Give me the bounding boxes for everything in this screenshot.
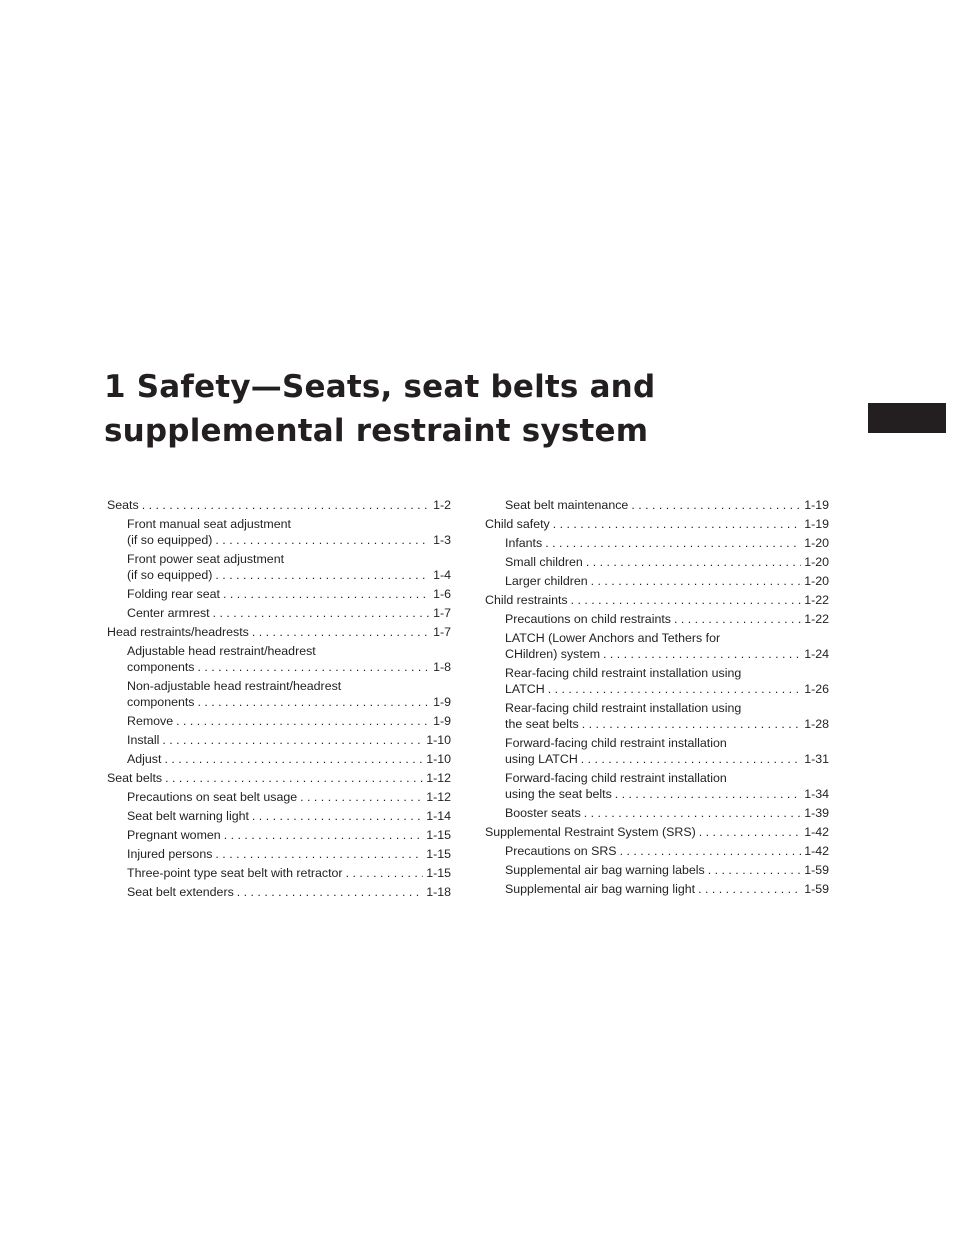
toc-entry[interactable] [107, 732, 451, 748]
toc-leader-dots [213, 605, 430, 621]
toc-entry-row [127, 567, 451, 583]
toc-page-number: 1-24 [804, 647, 829, 661]
toc-entry[interactable] [485, 554, 829, 570]
toc-leader-dots [620, 843, 802, 859]
toc-entry-title-line1: LATCH (Lower Anchors and Tethers for [505, 631, 721, 645]
toc-right-column [485, 497, 829, 900]
toc-entry-row [127, 659, 451, 675]
toc-leader-dots [674, 611, 801, 627]
toc-entry[interactable] [485, 665, 829, 697]
toc-entry-title: Infants [505, 536, 543, 550]
toc-page-number: 1-14 [426, 809, 451, 823]
toc-leader-dots [223, 586, 430, 602]
toc-leader-dots [553, 516, 801, 532]
toc-leader-dots [586, 554, 801, 570]
toc-entry[interactable] [107, 497, 451, 513]
toc-entry[interactable] [107, 586, 451, 602]
toc-entry-title: Install [127, 733, 160, 747]
toc-page-number: 1-26 [804, 682, 829, 696]
toc-entry-title: (if so equipped) [127, 568, 213, 582]
toc-leader-dots [237, 884, 423, 900]
toc-entry-title: (if so equipped) [127, 533, 213, 547]
toc-entry-title-line1: Rear-facing child restraint installation using [505, 701, 742, 715]
toc-page-number: 1-12 [426, 771, 451, 785]
toc-page-number: 1-20 [804, 555, 829, 569]
toc-entry[interactable] [107, 713, 451, 729]
toc-entry-title-line1: Rear-facing child restraint installation using [505, 666, 742, 680]
toc-entry-title-line1: Non-adjustable head restraint/headrest [127, 679, 342, 693]
chapter-thumb-tab [868, 403, 946, 433]
toc-leader-dots [215, 846, 423, 862]
toc-left-column [107, 497, 451, 903]
toc-entry-title: Remove [127, 714, 174, 728]
toc-page-number: 1-7 [433, 606, 451, 620]
toc-entry-title: Seats [107, 498, 139, 512]
toc-entry[interactable] [107, 770, 451, 786]
toc-page-number: 1-15 [426, 847, 451, 861]
toc-page-number: 1-20 [804, 536, 829, 550]
toc-entry[interactable] [107, 865, 451, 881]
toc-page-number: 1-20 [804, 574, 829, 588]
toc-entry-title: Precautions on SRS [505, 844, 617, 858]
toc-entry[interactable] [107, 827, 451, 843]
toc-page-number: 1-10 [426, 752, 451, 766]
toc-page-number: 1-15 [426, 828, 451, 842]
toc-entry-title-line1: Forward-facing child restraint installation [505, 736, 727, 750]
toc-leader-dots [346, 865, 424, 881]
toc-entry[interactable] [107, 643, 451, 675]
chapter-title-line1: 1 Safety—Seats, seat belts and [104, 369, 656, 405]
toc-entry-title: Seat belts [107, 771, 163, 785]
toc-entry[interactable] [485, 735, 829, 767]
toc-entry-title: Larger children [505, 574, 588, 588]
toc-entry-row [505, 786, 829, 802]
toc-entry[interactable] [485, 592, 829, 608]
toc-entry-title-line1: Front manual seat adjustment [127, 517, 291, 531]
toc-entry-title: using LATCH [505, 752, 578, 766]
toc-entry-row [505, 751, 829, 767]
toc-page-number: 1-42 [804, 844, 829, 858]
toc-leader-dots [252, 624, 430, 640]
toc-entry-title: components [127, 660, 195, 674]
toc-leader-dots [615, 786, 801, 802]
toc-entry-title: Seat belt maintenance [505, 498, 629, 512]
toc-entry-title: Seat belt extenders [127, 885, 234, 899]
toc-leader-dots [591, 573, 802, 589]
toc-page-number: 1-42 [804, 825, 829, 839]
toc-leader-dots [142, 497, 430, 513]
toc-page-number: 1-31 [804, 752, 829, 766]
chapter-title-line2: supplemental restraint system [104, 413, 649, 449]
toc-leader-dots [699, 824, 801, 840]
chapter-title [104, 365, 655, 453]
toc-entry-title-line1: Front power seat adjustment [127, 552, 285, 566]
toc-entry-title: Seat belt warning light [127, 809, 249, 823]
toc-leader-dots [164, 751, 423, 767]
toc-entry[interactable] [107, 678, 451, 710]
toc-entry-title: Child restraints [485, 593, 568, 607]
toc-entry[interactable] [485, 535, 829, 551]
toc-entry-title: CHildren) system [505, 647, 601, 661]
toc-page-number: 1-9 [433, 695, 451, 709]
toc-entry[interactable] [485, 843, 829, 859]
toc-entry-row [505, 716, 829, 732]
toc-leader-dots [708, 862, 801, 878]
toc-page-number: 1-6 [433, 587, 451, 601]
toc-entry-title-line1: Forward-facing child restraint installation [505, 771, 727, 785]
toc-page-number: 1-59 [804, 882, 829, 896]
toc-entry-title: Center armrest [127, 606, 210, 620]
toc-page-number: 1-12 [426, 790, 451, 804]
toc-leader-dots [603, 646, 801, 662]
toc-entry[interactable] [485, 611, 829, 627]
toc-leader-dots [224, 827, 424, 843]
toc-leader-dots [252, 808, 423, 824]
toc-entry[interactable] [107, 551, 451, 583]
toc-entry-title: Supplemental air bag warning labels [505, 863, 705, 877]
toc-entry[interactable] [485, 630, 829, 662]
toc-entry-title: Supplemental air bag warning light [505, 882, 696, 896]
toc-entry[interactable] [485, 497, 829, 513]
toc-entry[interactable] [485, 573, 829, 589]
toc-leader-dots [548, 681, 801, 697]
toc-entry[interactable] [485, 824, 829, 840]
toc-entry[interactable] [107, 516, 451, 548]
toc-entry[interactable] [107, 808, 451, 824]
toc-leader-dots [584, 805, 801, 821]
toc-page-number: 1-59 [804, 863, 829, 877]
toc-page-number: 1-28 [804, 717, 829, 731]
toc-entry[interactable] [485, 516, 829, 532]
toc-entry-title: the seat belts [505, 717, 579, 731]
toc-leader-dots [165, 770, 423, 786]
toc-page-number: 1-10 [426, 733, 451, 747]
toc-leader-dots [698, 881, 801, 897]
toc-entry-title: using the seat belts [505, 787, 612, 801]
toc-page-number: 1-2 [433, 498, 451, 512]
toc-entry-title-line1: Adjustable head restraint/headrest [127, 644, 316, 658]
toc-entry[interactable] [485, 862, 829, 878]
toc-leader-dots [581, 751, 801, 767]
toc-leader-dots [215, 532, 430, 548]
toc-entry-title: Injured persons [127, 847, 213, 861]
toc-leader-dots [198, 659, 431, 675]
toc-entry-title: Three-point type seat belt with retractor [127, 866, 343, 880]
toc-leader-dots [162, 732, 423, 748]
toc-entry-row [127, 694, 451, 710]
toc-entry-title: Precautions on child restraints [505, 612, 671, 626]
toc-leader-dots [198, 694, 431, 710]
toc-page-number: 1-19 [804, 498, 829, 512]
toc-entry-row [505, 681, 829, 697]
toc-leader-dots [300, 789, 423, 805]
toc-leader-dots [215, 567, 430, 583]
toc-leader-dots [571, 592, 802, 608]
toc-entry-title: Head restraints/headrests [107, 625, 249, 639]
toc-page-number: 1-9 [433, 714, 451, 728]
toc-page-number: 1-22 [804, 593, 829, 607]
toc-entry-title: Small children [505, 555, 583, 569]
toc-entry[interactable] [107, 751, 451, 767]
toc-entry-title: Booster seats [505, 806, 581, 820]
toc-page-number: 1-4 [433, 568, 451, 582]
toc-entry[interactable] [485, 881, 829, 897]
toc-entry-row [505, 646, 829, 662]
toc-page-number: 1-34 [804, 787, 829, 801]
toc-page-number: 1-39 [804, 806, 829, 820]
toc-leader-dots [631, 497, 801, 513]
toc-page-number: 1-15 [426, 866, 451, 880]
toc-entry-title: Supplemental Restraint System (SRS) [485, 825, 696, 839]
toc-entry-title: Precautions on seat belt usage [127, 790, 298, 804]
toc-entry[interactable] [107, 624, 451, 640]
toc-entry[interactable] [485, 770, 829, 802]
toc-entry[interactable] [107, 884, 451, 900]
toc-page-number: 1-7 [433, 625, 451, 639]
toc-entry[interactable] [485, 805, 829, 821]
toc-entry[interactable] [485, 700, 829, 732]
toc-entry-title: Adjust [127, 752, 162, 766]
toc-page-number: 1-3 [433, 533, 451, 547]
toc-entry-title: Child safety [485, 517, 550, 531]
toc-entry-title: LATCH [505, 682, 545, 696]
toc-entry[interactable] [107, 789, 451, 805]
toc-entry-row [127, 532, 451, 548]
toc-entry-title: Pregnant women [127, 828, 221, 842]
toc-entry-title: Folding rear seat [127, 587, 220, 601]
toc-leader-dots [545, 535, 801, 551]
toc-page-number: 1-8 [433, 660, 451, 674]
toc-entry-title: components [127, 695, 195, 709]
toc-leader-dots [176, 713, 430, 729]
toc-entry[interactable] [107, 605, 451, 621]
toc-leader-dots [582, 716, 801, 732]
toc-entry[interactable] [107, 846, 451, 862]
toc-page-number: 1-19 [804, 517, 829, 531]
toc-page-number: 1-18 [426, 885, 451, 899]
toc-page-number: 1-22 [804, 612, 829, 626]
